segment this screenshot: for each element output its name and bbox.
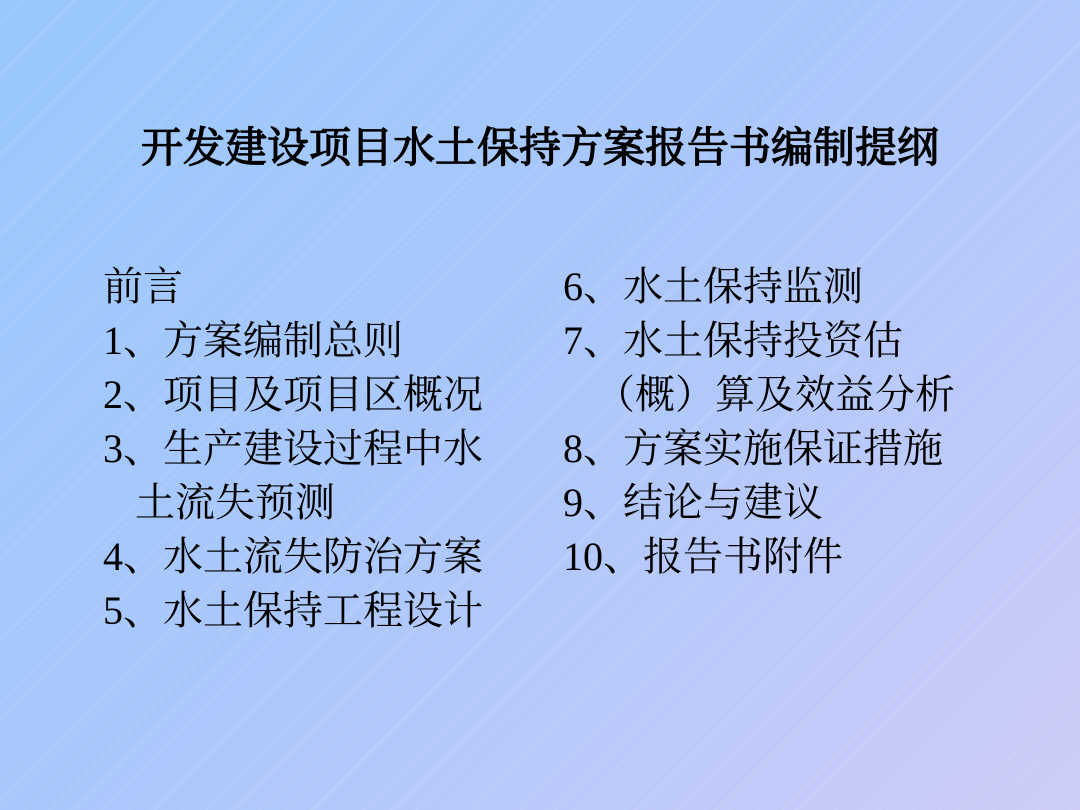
- outline-item-10: 10、报告书附件: [563, 534, 843, 579]
- outline: [103, 260, 1040, 638]
- outline-item-5: 5、水土保持工程设计: [103, 588, 483, 633]
- outline-item-6: 6、水土保持监测: [563, 264, 863, 309]
- outline-item-preface: 前言: [103, 264, 183, 309]
- outline-item-3-line1: 3、生产建设过程中水: [103, 426, 483, 471]
- outline-item-2: 2、项目及项目区概况: [103, 372, 483, 417]
- outline-column-right: [563, 260, 1040, 584]
- outline-item-4: 4、水土流失防治方案: [103, 534, 483, 579]
- outline-item-3-line2: 土流失预测: [135, 480, 335, 525]
- outline-item-7-line2: （概）算及效益分析: [595, 372, 955, 417]
- outline-item-8: 8、方案实施保证措施: [563, 426, 943, 471]
- slide-title: 开发建设项目水土保持方案报告书编制提纲: [140, 126, 939, 172]
- outline-column-left: [103, 260, 563, 638]
- outline-item-9: 9、结论与建议: [563, 480, 823, 525]
- outline-item-7-line1: 7、水土保持投资估: [563, 318, 903, 363]
- outline-item-1: 1、方案编制总则: [103, 318, 403, 363]
